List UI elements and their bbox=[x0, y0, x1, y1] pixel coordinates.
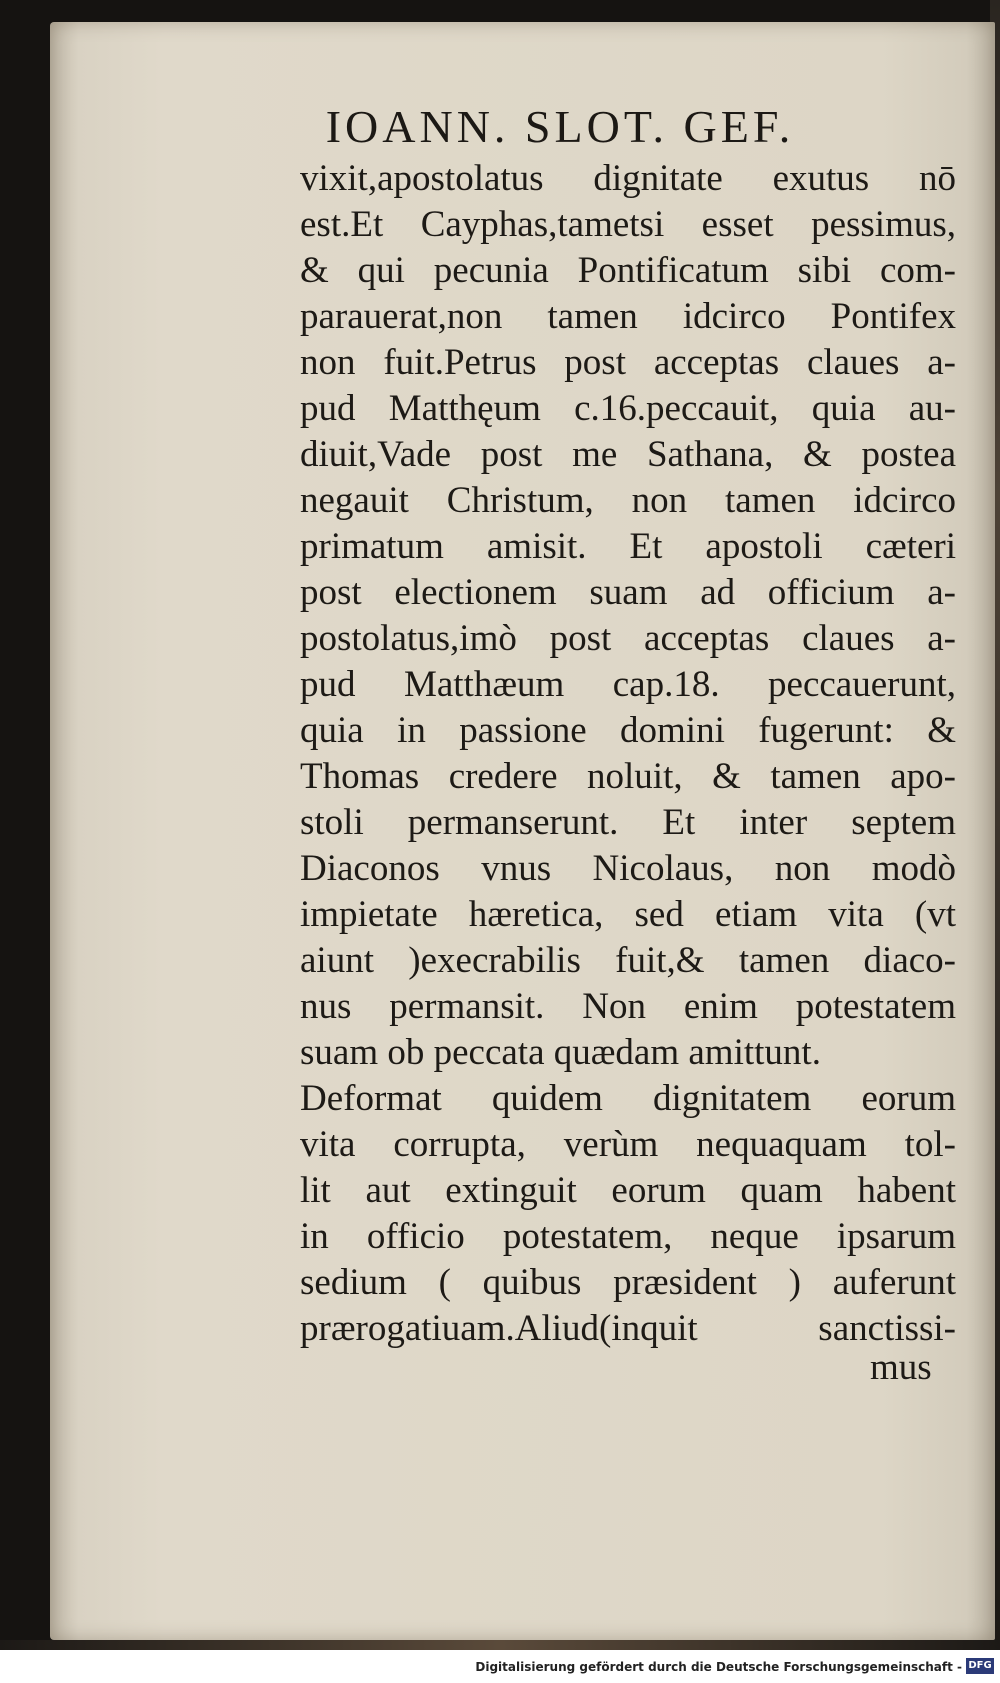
text-line: Diaconos vnus Nicolaus, non modò bbox=[300, 848, 956, 889]
body-text bbox=[300, 156, 956, 1352]
text-line: & qui pecunia Pontificatum sibi com- bbox=[300, 250, 956, 291]
text-line: lit aut extinguit eorum quam habent bbox=[300, 1170, 956, 1211]
footer-bar bbox=[0, 1656, 1000, 1683]
text-line: vita corrupta, verùm nequaquam tol- bbox=[300, 1124, 956, 1165]
text-line: post electionem suam ad officium a- bbox=[300, 572, 956, 613]
text-line: aiunt )execrabilis fuit,& tamen diaco- bbox=[300, 940, 956, 981]
text-line: vixit,apostolatus dignitate exutus nō bbox=[300, 158, 956, 199]
running-head: IOANN. SLOT. GEF. bbox=[325, 101, 795, 152]
text-line: nus permansit. Non enim potestatem bbox=[300, 986, 956, 1027]
text-line: Deformat quidem dignitatem eorum bbox=[300, 1078, 956, 1119]
text-line: primatum amisit. Et apostoli cæteri bbox=[300, 526, 956, 567]
text-line: Thomas credere noluit, & tamen apo- bbox=[300, 756, 956, 797]
text-line: prærogatiuam.Aliud(inquit sanctissi- bbox=[300, 1308, 956, 1349]
dfg-logo-icon: DFG bbox=[966, 1658, 994, 1674]
text-line: impietate hæretica, sed etiam vita (vt bbox=[300, 894, 956, 935]
text-line: diuit,Vade post me Sathana, & postea bbox=[300, 434, 956, 475]
text-line: non fuit.Petrus post acceptas claues a- bbox=[300, 342, 956, 383]
text-line: parauerat,non tamen idcirco Pontifex bbox=[300, 296, 956, 337]
text-line: pud Matthęum c.16.peccauit, quia au- bbox=[300, 388, 956, 429]
text-line: sedium ( quibus præsident ) auferunt bbox=[300, 1262, 956, 1303]
text-line: negauit Christum, non tamen idcirco bbox=[300, 480, 956, 521]
footer-credit: Digitalisierung gefördert durch die Deutsche Forschungsgemeinschaft - bbox=[475, 1660, 962, 1674]
text-line: quia in passione domini fugerunt: & bbox=[300, 710, 956, 751]
text-line: in officio potestatem, neque ipsarum bbox=[300, 1216, 956, 1257]
text-line: suam ob peccata quædam amittunt. bbox=[300, 1032, 821, 1073]
text-line: est.Et Cayphas,tametsi esset pessimus, bbox=[300, 204, 956, 245]
text-line: stoli permanserunt. Et inter septem bbox=[300, 802, 956, 843]
text-line: postolatus,imò post acceptas claues a- bbox=[300, 618, 956, 659]
text-line: pud Matthæum cap.18. peccauerunt, bbox=[300, 664, 956, 705]
catchword: mus bbox=[870, 1347, 932, 1388]
book-edge-bottom bbox=[0, 1640, 1000, 1650]
